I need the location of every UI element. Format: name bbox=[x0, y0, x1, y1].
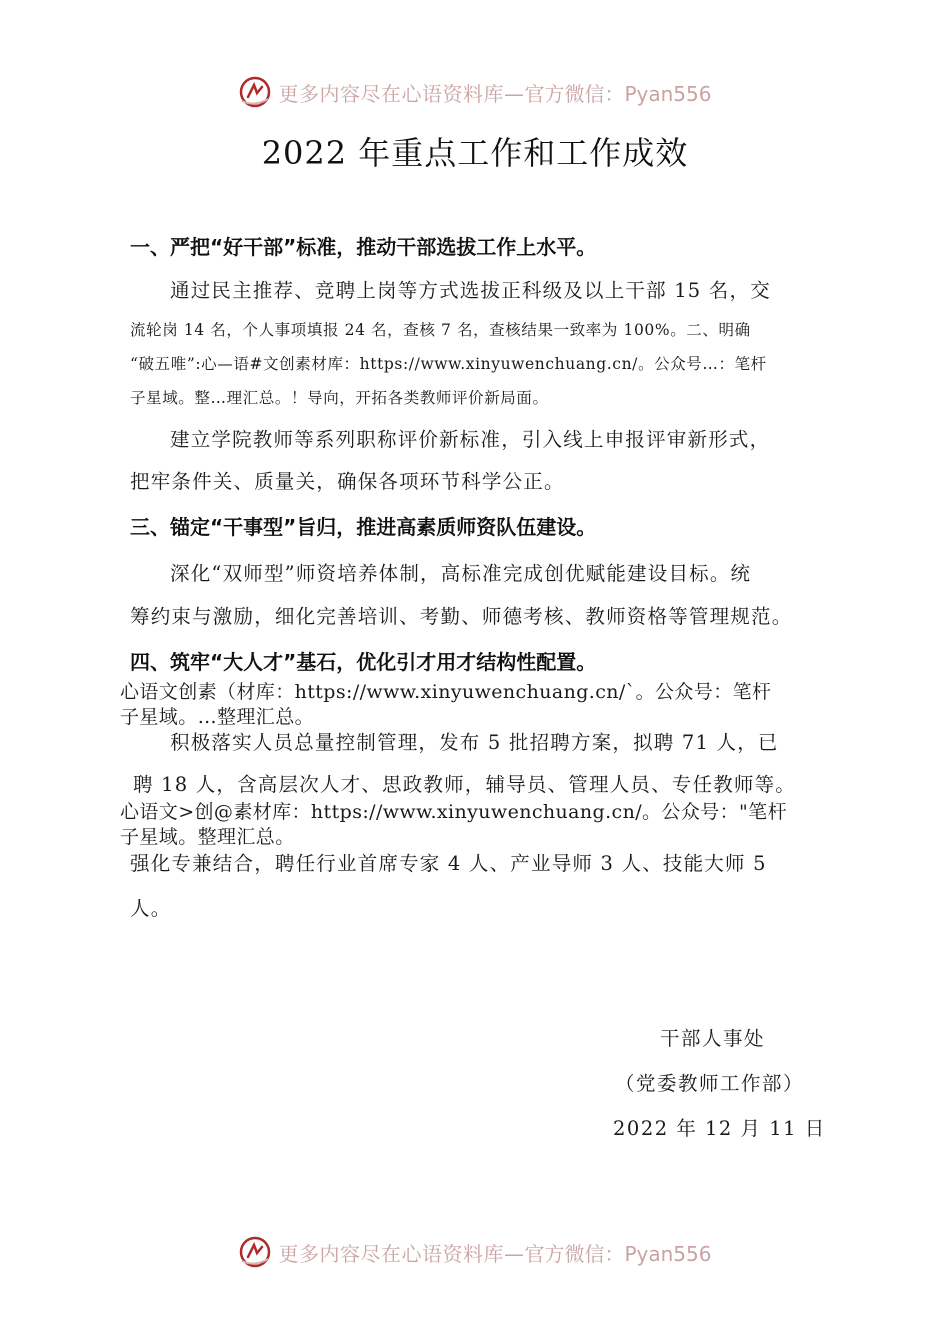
paragraph-line: 深化“双师型”师资培养体制，高标准完成创优赋能建设目标。统 bbox=[170, 562, 752, 585]
watermark-wechat: 官方微信：Pyan556 bbox=[524, 1241, 712, 1266]
paragraph-line: 心语文>创@素材库：https://www.xinyuwenchuang.cn/。公众号："笔杆 bbox=[120, 801, 787, 823]
paragraph-line: 子星域。…整理汇总。 bbox=[120, 706, 315, 728]
paragraph-line: 通过民主推荐、竞聘上岗等方式选拔正科级及以上干部 15 名，交 bbox=[170, 279, 771, 302]
watermark-text: 更多内容尽在心语资料库— bbox=[278, 81, 525, 106]
watermark-banner-top bbox=[0, 72, 950, 112]
paragraph-line: 子星域。整…理汇总。！导向，开拓各类教师评价新局面。 bbox=[130, 389, 549, 407]
paragraph-line: 人。 bbox=[130, 897, 172, 920]
paragraph-line: 子星域。整理汇总。 bbox=[120, 826, 295, 848]
paragraph-line: 建立学院教师等系列职称评价新标准，引入线上申报评审新形式， bbox=[170, 428, 771, 451]
watermark-wechat: 官方微信：Pyan556 bbox=[524, 81, 712, 106]
section-heading-1: 一、严把“好干部”标准，推动干部选拔工作上水平。 bbox=[130, 235, 597, 259]
paragraph-line: 心语文创素（材库：https://www.xinyuwenchuang.cn/`。公众号：笔杆 bbox=[120, 681, 772, 703]
section-heading-3: 三、锚定“干事型”旨归，推进高素质师资队伍建设。 bbox=[130, 515, 597, 539]
watermark-banner-bottom bbox=[0, 1232, 950, 1272]
signature-subdepartment: （党委教师工作部） bbox=[615, 1072, 805, 1095]
paragraph-line: 流轮岗 14 名，个人事项填报 24 名，查核 7 名，查核结果一致率为 100%。二、明确 bbox=[130, 321, 751, 339]
section-heading-4: 四、筑牢“大人才”基石，优化引才用才结构性配置。 bbox=[130, 650, 597, 674]
signature-department: 干部人事处 bbox=[660, 1027, 766, 1050]
logo-icon bbox=[238, 1235, 272, 1269]
page-title: 2022 年重点工作和工作成效 bbox=[261, 134, 689, 172]
logo-icon bbox=[238, 75, 272, 109]
paragraph-line: 把牢条件关、质量关，确保各项环节科学公正。 bbox=[130, 470, 565, 493]
paragraph-line: “破五唯”:心—语#文创素材库：https://www.xinyuwenchuang.cn/。公众号…：笔杆 bbox=[130, 355, 767, 373]
paragraph-line: 积极落实人员总量控制管理，发布 5 批招聘方案，拟聘 71 人，已 bbox=[170, 731, 779, 754]
watermark-text: 更多内容尽在心语资料库— bbox=[278, 1241, 525, 1266]
paragraph-line: 强化专兼结合，聘任行业首席专家 4 人、产业导师 3 人、技能大师 5 bbox=[130, 852, 767, 875]
signature-date: 2022 年 12 月 11 日 bbox=[613, 1117, 826, 1140]
paragraph-line: 筹约束与激励，细化完善培训、考勤、师德考核、教师资格等管理规范。 bbox=[130, 605, 793, 628]
paragraph-line: 聘 18 人，含高层次人才、思政教师，辅导员、管理人员、专任教师等。 bbox=[133, 773, 797, 796]
